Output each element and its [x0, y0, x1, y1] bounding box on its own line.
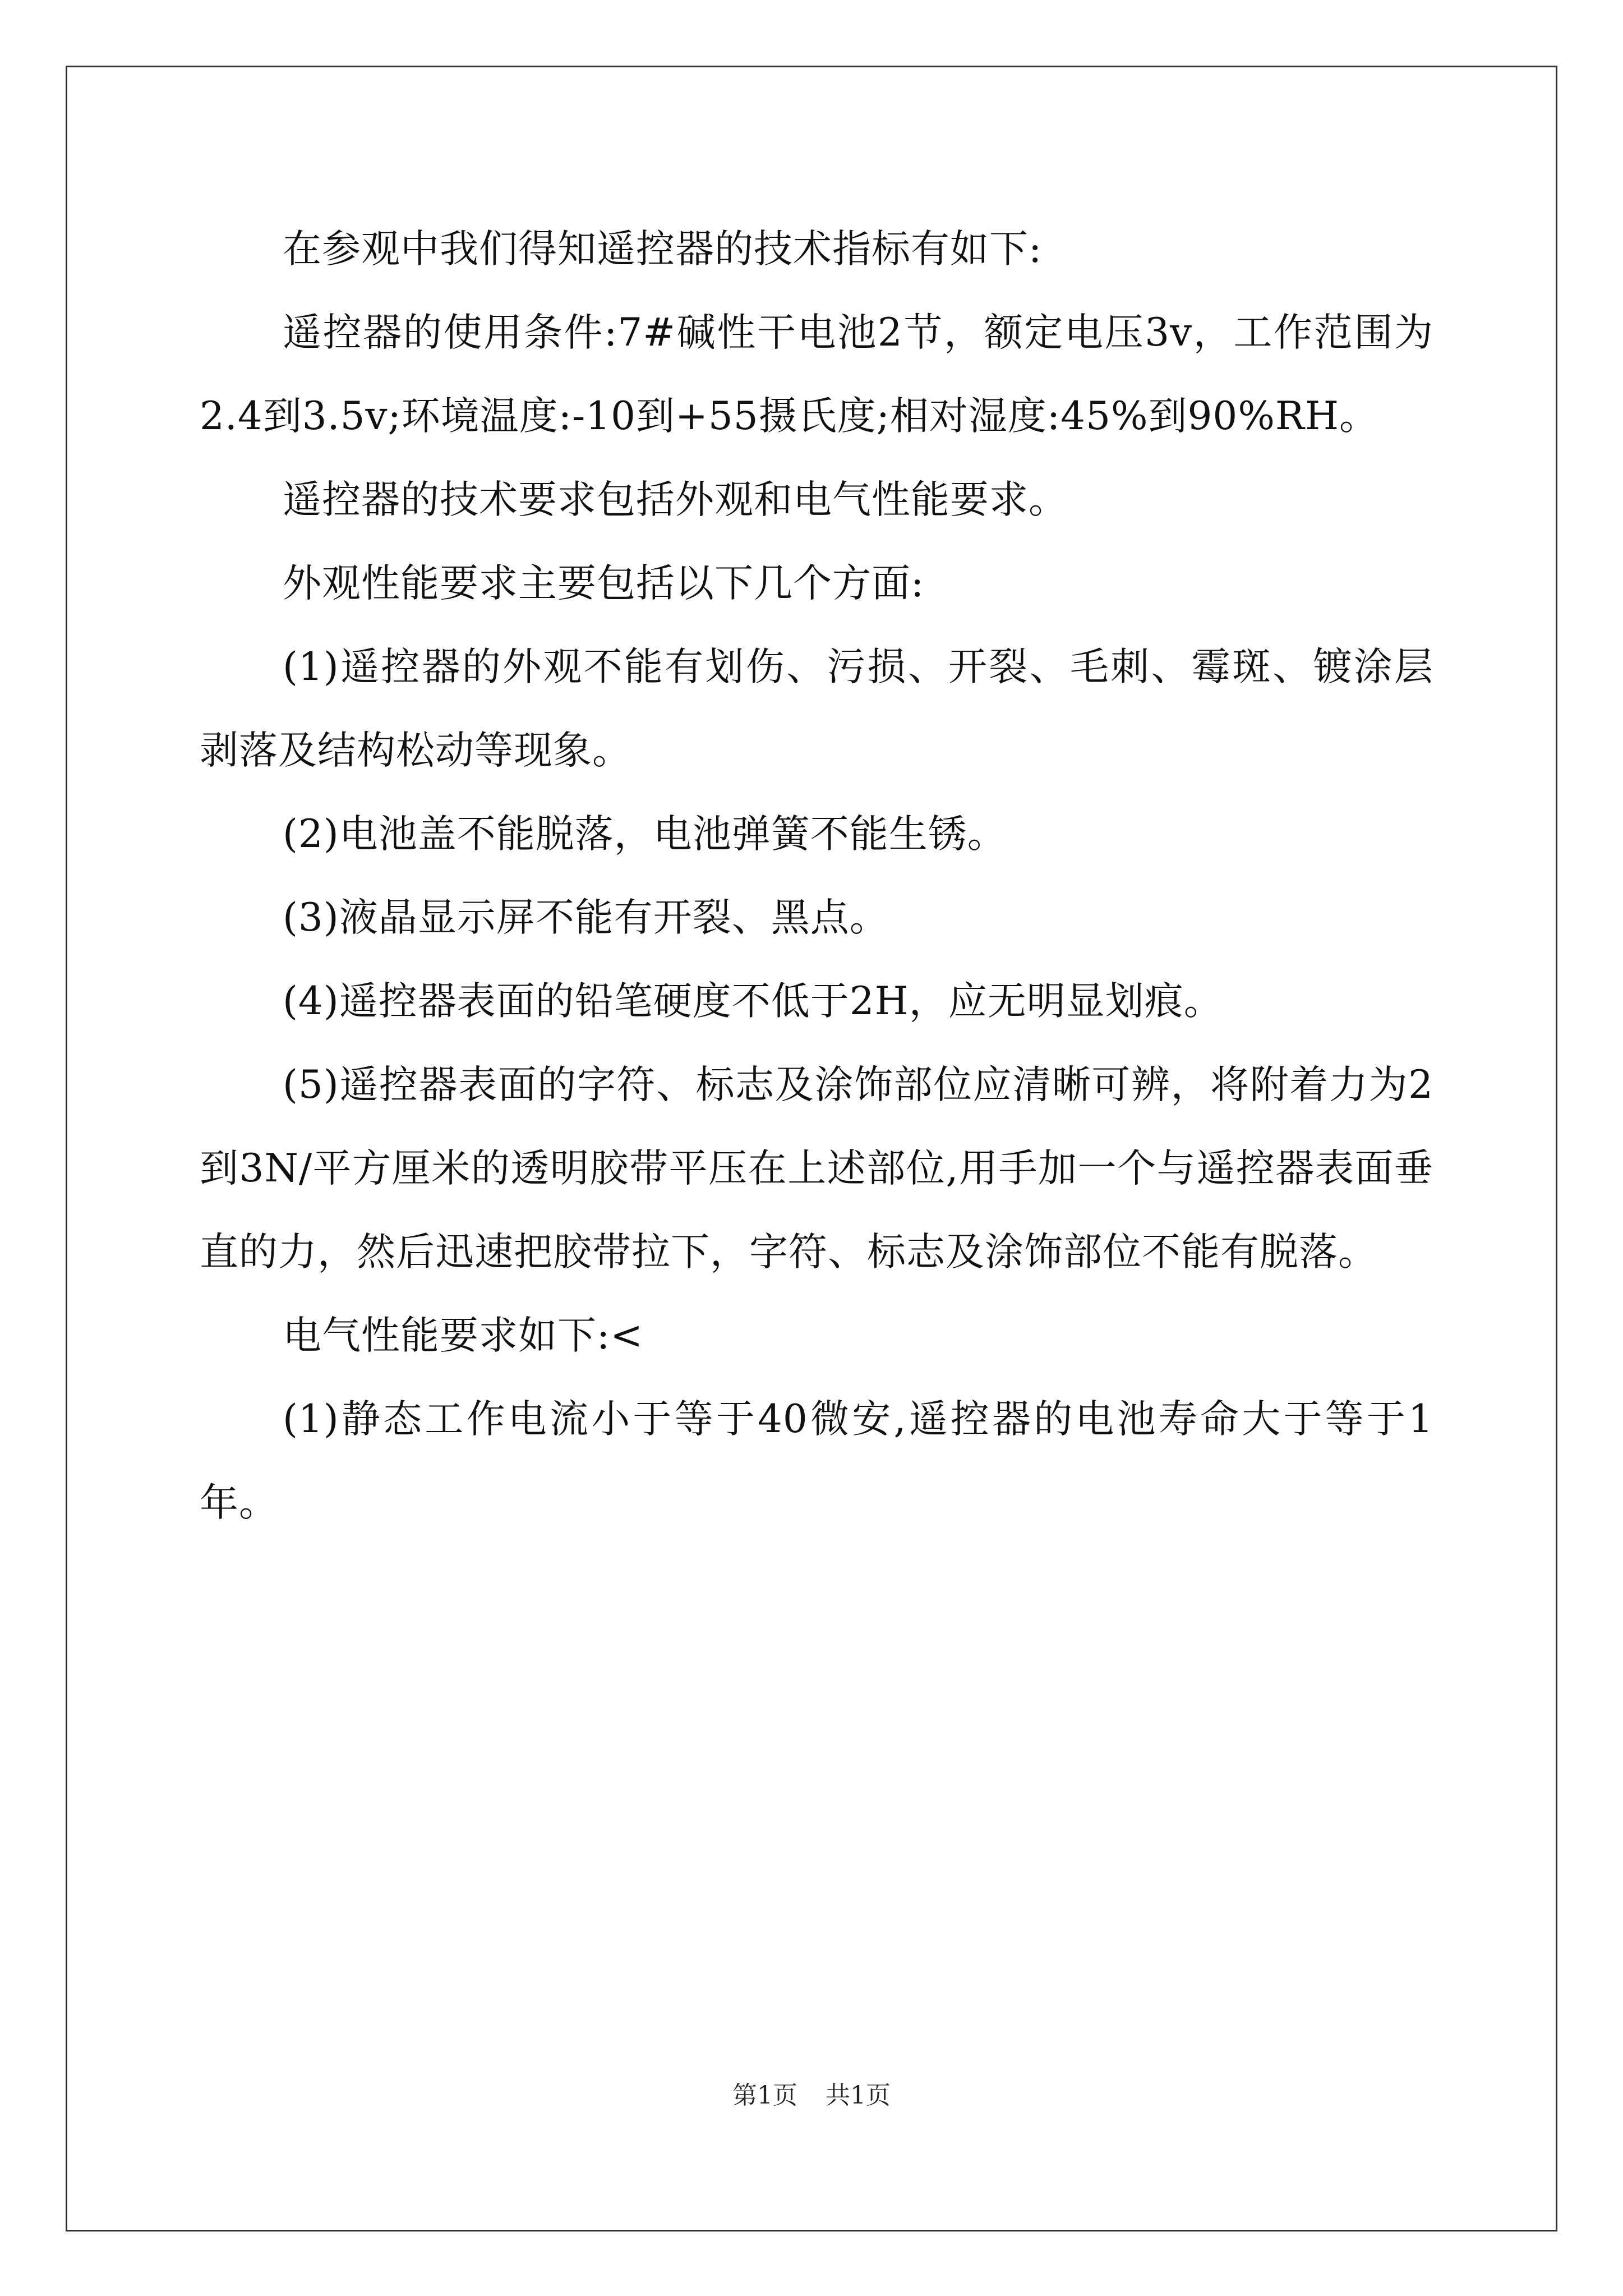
page-total: 共1页 [826, 2081, 891, 2110]
paragraph-electrical-heading: 电气性能要求如下:< [283, 1313, 644, 1358]
paragraph-appearance-item-3: (3)液晶显示屏不能有开裂、黑点。 [283, 895, 889, 940]
document-body [200, 208, 1433, 1545]
paragraph-appearance-item-1: (1)遥控器的外观不能有划伤、污损、开裂、毛刺、霉斑、镀涂层剥落及结构松动等现象。 [200, 645, 1433, 773]
paragraph-appearance-item-4: (4)遥控器表面的铅笔硬度不低于2H，应无明显划痕。 [283, 979, 1223, 1024]
paragraph-tech-requirements: 遥控器的技术要求包括外观和电气性能要求。 [283, 477, 1068, 522]
paragraph-appearance-item-2: (2)电池盖不能脱落，电池弹簧不能生锈。 [283, 812, 1007, 857]
paragraph-electrical-item-1: (1)静态工作电流小于等于40微安,遥控器的电池寿命大于等于1年。 [200, 1397, 1433, 1525]
paragraph-appearance-heading: 外观性能要求主要包括以下几个方面: [283, 561, 925, 606]
paragraph-intro: 在参观中我们得知遥控器的技术指标有如下: [283, 227, 1043, 272]
page-number: 第1页 [732, 2081, 797, 2110]
paragraph-appearance-item-5: (5)遥控器表面的字符、标志及涂饰部位应清晰可辨，将附着力为2到3N/平方厘米的透明胶带平压在上述部位,用手加一个与遥控器表面垂直的力，然后迅速把胶带拉下，字符、标志及涂饰部位不能有脱落。 [200, 1062, 1433, 1274]
page-footer [0, 2079, 1623, 2113]
paragraph-usage-conditions: 遥控器的使用条件:7#碱性干电池2节，额定电压3v，工作范围为2.4到3.5v;环境温度:-10到+55摄氏度;相对湿度:45%到90%RH。 [200, 310, 1433, 439]
